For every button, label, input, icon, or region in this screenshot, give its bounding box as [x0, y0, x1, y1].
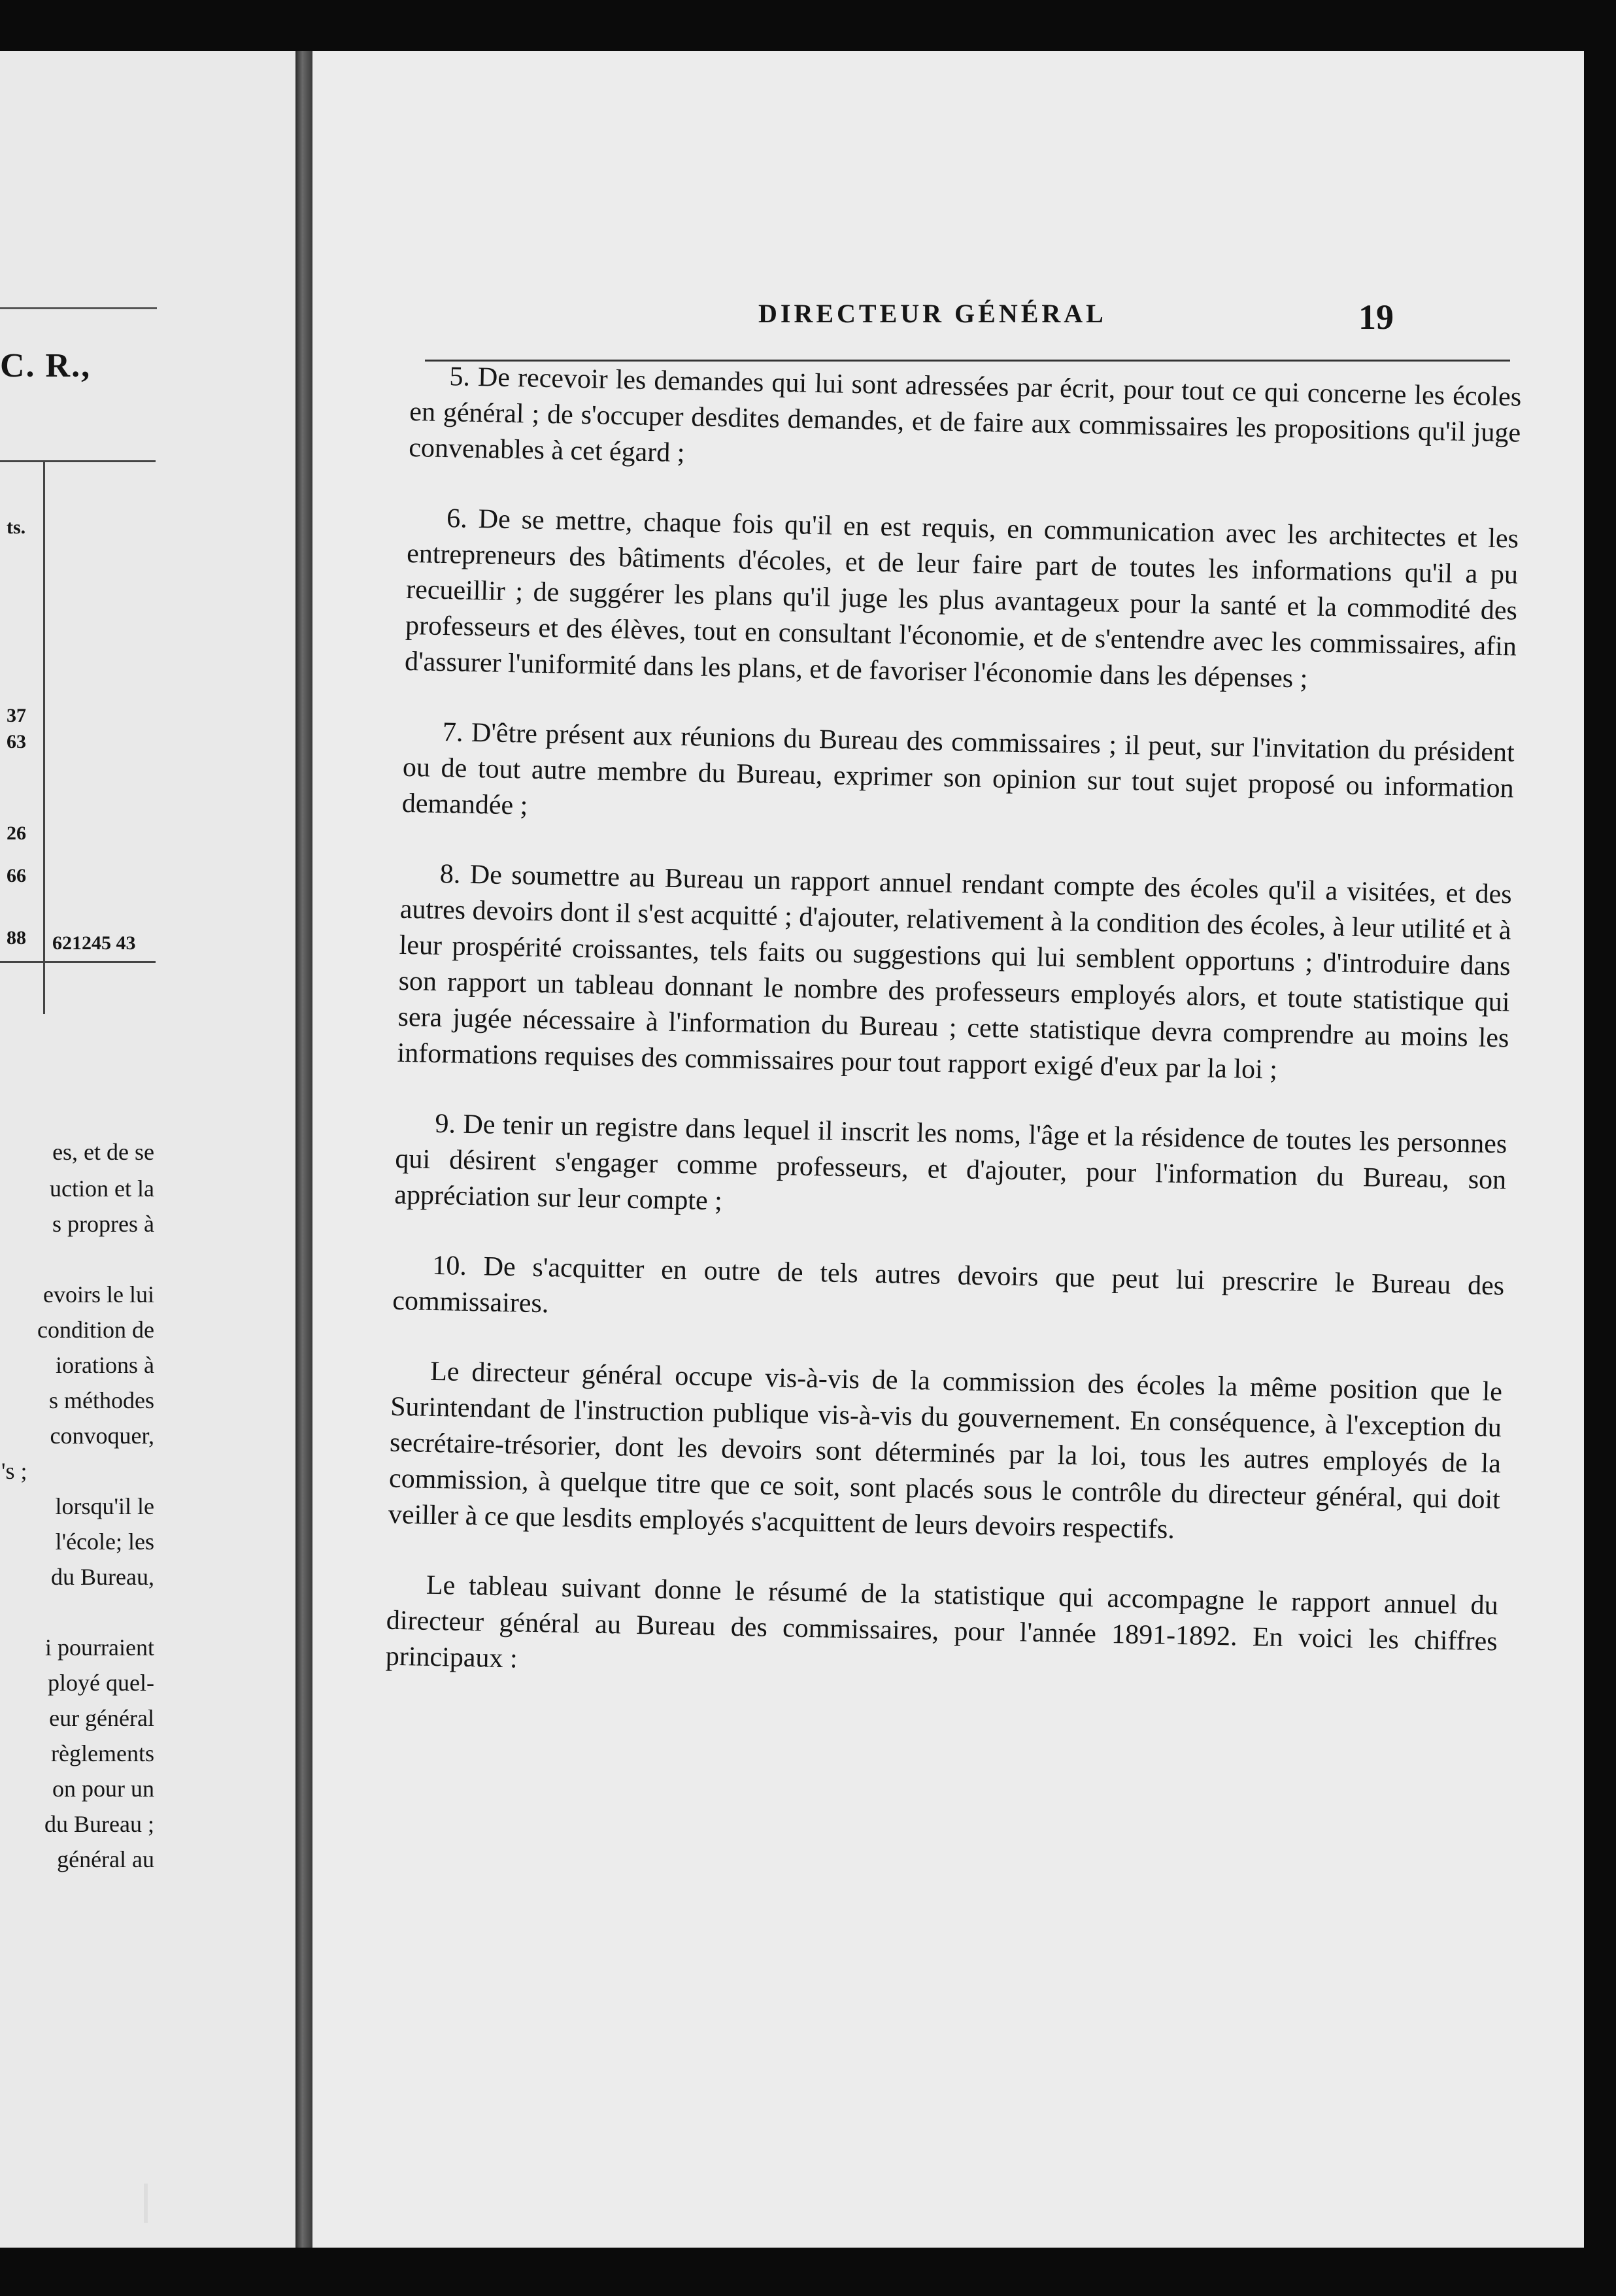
left-text-line: es, et de se — [52, 1139, 154, 1165]
page-number: 19 — [1358, 297, 1394, 337]
left-text-line: uction et la — [50, 1175, 154, 1202]
left-running-head: C. R., — [0, 347, 92, 384]
paragraph-item-5: 5. De recevoir les demandes qui lui sont adressées par écrit, pour tout ce qui concerne les écoles en général ; de s'occuper desdites demandes, et de faire aux commissaires les propositions qu'il juge convenables à cet égard ; — [408, 362, 1522, 469]
left-text-line: du Bureau ; — [44, 1811, 154, 1837]
paragraph-table-intro: Le tableau suivant donne le résumé de la statistique qui accompagne le rapport annuel du directeur général au Bureau des commissaires, pour l'année 1891-1892. En voici les chiffres principaux : — [385, 1570, 1499, 1674]
left-text-line: condition de — [37, 1317, 154, 1343]
table-value: 37 — [7, 705, 26, 726]
paragraph-item-9: 9. De tenir un registre dans lequel il inscrit les noms, l'âge et la résidence de toutes les personnes qui désirent s'engager comme professeurs, et d'ajouter, pour l'information du Bureau, son appréciation sur leur compte ; — [394, 1108, 1507, 1217]
book-gutter — [295, 51, 312, 2248]
left-text-line: du Bureau, — [51, 1564, 154, 1590]
left-text-line: evoirs le lui — [43, 1281, 154, 1308]
paragraph-item-10: 10. De s'acquitter en outre de tels autres devoirs que peut lui prescrire le Bureau des commissaires. — [392, 1250, 1505, 1319]
scan-artifact — [144, 2184, 148, 2223]
left-text-line: ployé quel- — [48, 1670, 154, 1696]
table-value: 66 — [7, 865, 26, 886]
left-text-line: règlements — [51, 1740, 154, 1766]
paragraph-item-8: 8. De soumettre au Bureau un rapport annuel rendant compte des écoles qu'il a visitées, et des autres devoirs dont il s'est acquitté ; d'ajouter, relativement à la condition des écoles, à leur utilité et à leur prospérité croissantes, tels faits ou suggestions qui lui semblent opportuns ; d'introduire dans son rapport un tableau donnant le nombre des professeurs employés alors, et toute statistique qui sera jugée nécessaire à l'information du Bureau ; cette statistique devra comprendre au moins les informations requises des commissaires pour tout rapport exigé d'eux par la loi ; — [397, 859, 1513, 1085]
left-text-line: lorsqu'il le — [55, 1493, 154, 1519]
left-text-line: i pourraient — [45, 1634, 154, 1661]
left-text-line: eur général — [49, 1705, 154, 1731]
table-value: 63 — [7, 731, 26, 752]
column-heading: ts. — [7, 516, 26, 538]
table-total: 621245 43 — [52, 932, 136, 954]
paragraph-director-position: Le directeur général occupe vis-à-vis de la commission des écoles la même position que le Surintendant de l'instruction publique vis-à-vis du gouvernement. En conséquence, à l'exception du secrétaire-trésorier, dont les devoirs sont déterminés par la loi, tous les autres employés de la commission, à quelque titre que ce soit, sont placés sous le contrôle du directeur général, qui doit veiller à ce que lesdits employés s'acquittent de leurs devoirs respectifs. — [388, 1356, 1503, 1545]
table-value: 88 — [7, 927, 26, 949]
table-top-rule — [0, 460, 156, 462]
left-text-line: on pour un — [52, 1776, 154, 1802]
left-text-line: iorations à — [56, 1352, 154, 1378]
left-page-fragment — [0, 51, 307, 2248]
left-text-line: 's ; — [1, 1458, 27, 1484]
left-text-line: convoquer, — [50, 1423, 154, 1449]
paragraph-item-7: 7. D'être présent aux réunions du Bureau des commissaires ; il peut, sur l'invitation du président ou de tout autre membre du Bureau, exprimer son opinion sur tout sujet proposé ou information demandée ; — [401, 717, 1515, 821]
left-text-line: général au — [57, 1846, 154, 1872]
table-value: 26 — [7, 822, 26, 844]
table-column-rule — [43, 462, 45, 1014]
left-text-line: s méthodes — [49, 1387, 154, 1413]
table-bottom-rule — [0, 961, 156, 963]
paragraph-item-6: 6. De se mettre, chaque fois qu'il en est requis, en communication avec les architectes et les entrepreneurs des bâtiments d'écoles, et de leur faire part de toutes les informations qu'il a pu recueillir ; de suggérer les plans qu'il juge les plus avantageux pour la santé et la commodité des professeurs et des élèves, tout en consultant l'économie, et de s'entendre avec les commissaires, afin d'assurer l'uniformité dans les plans, et de favoriser l'économie dans les dépenses ; — [404, 503, 1519, 694]
running-head: DIRECTEUR GÉNÉRAL — [758, 299, 1107, 328]
left-text-line: s propres à — [52, 1211, 154, 1237]
right-page — [312, 51, 1584, 2248]
body-text — [384, 358, 1521, 1730]
left-text-line: l'école; les — [55, 1528, 154, 1555]
header-rule — [0, 307, 157, 309]
